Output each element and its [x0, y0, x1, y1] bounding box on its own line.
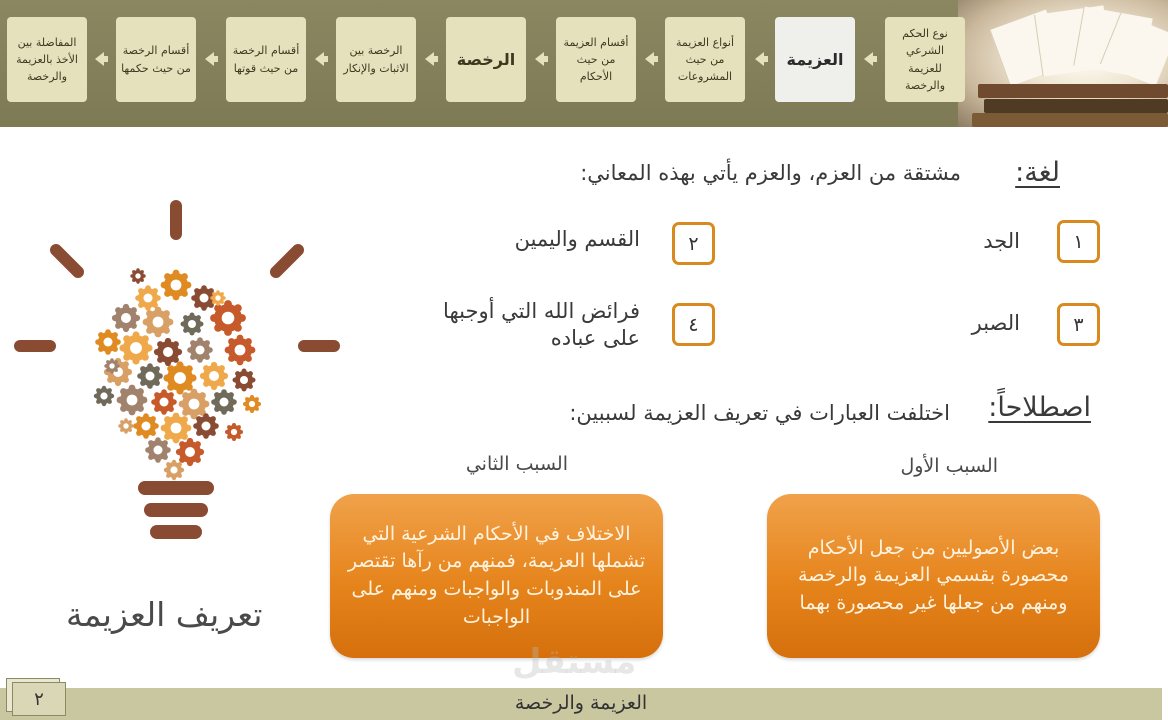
books-image: [958, 0, 1168, 127]
footer-title: العزيمة والرخصة: [514, 692, 648, 714]
meaning-item: فرائض الله التي أوجبها على عباده: [443, 299, 640, 351]
top-navigation-bar: [0, 0, 1168, 127]
arrow-left-icon: [425, 52, 434, 66]
arrow-left-icon: [315, 52, 324, 66]
arrow-left-icon: [535, 52, 544, 66]
nav-item-rukhsa-ruling[interactable]: [116, 17, 196, 102]
nav-item-azima-divisions[interactable]: [556, 17, 636, 102]
meaning-number-badge: ٢: [672, 222, 715, 265]
lang-text: مشتقة من العزم، والعزم يأتي بهذه المعاني:: [580, 161, 961, 185]
nav-item-rukhsa-strength[interactable]: [226, 17, 306, 102]
footer-bar: [0, 688, 1162, 720]
nav-item-label: الرخصة بين الاثبات والإنكار: [343, 44, 409, 75]
nav-item-label: أقسام الرخصة من حيث قوتها: [232, 44, 300, 75]
page-number: ٢: [12, 682, 66, 716]
nav-item-label: الرخصة: [456, 49, 516, 69]
meaning-item: الصبر: [971, 311, 1020, 335]
term-text: اختلفت العبارات في تعريف العزيمة لسببين:: [569, 401, 950, 425]
nav-item-label: المفاضلة بين الأخذ بالعزيمة والرخصة: [16, 35, 78, 84]
lang-heading: لغة:: [1015, 157, 1060, 188]
arrow-left-icon: [95, 52, 104, 66]
nav-item-azima-types[interactable]: [665, 17, 745, 102]
cause-text: بعض الأصوليين من جعل الأحكام محصورة بقسمي العزيمة والرخصة ومنهم من جعلها غير محصورة بهما: [798, 536, 1069, 614]
nav-item-label: العزيمة: [786, 49, 844, 69]
nav-item-azima[interactable]: [775, 17, 855, 102]
nav-item-preference[interactable]: [7, 17, 87, 102]
cause-box: [330, 494, 663, 658]
nav-item-rukhsa[interactable]: [446, 17, 526, 102]
lightbulb-gears-icon: [8, 190, 348, 550]
nav-item-label: نوع الحكم الشرعي للعزيمة والرخصة: [902, 27, 948, 92]
watermark-logo: مستقل: [512, 642, 637, 682]
meaning-number-badge: ٤: [672, 303, 715, 346]
meaning-number-badge: ١: [1057, 220, 1100, 263]
arrow-left-icon: [645, 52, 654, 66]
cause-title: السبب الثاني: [465, 453, 568, 475]
nav-item-label: أقسام الرخصة من حيث حكمها: [121, 44, 191, 75]
arrow-left-icon: [755, 52, 764, 66]
bulb-caption: تعريف العزيمة: [66, 595, 263, 634]
meaning-item: الجد: [983, 229, 1020, 253]
cause-text: الاختلاف في الأحكام الشرعية التي تشملها العزيمة، فمنهم من رآها تقتصر على المندوبات والواجبات ومنهم على الواجبات: [347, 522, 646, 628]
nav-item-label: أقسام العزيمة من حيث الأحكام: [563, 35, 629, 84]
term-heading: اصطلاحاً:: [988, 392, 1091, 423]
nav-item-rukhsa-proof[interactable]: [336, 17, 416, 102]
meaning-item: القسم واليمين: [514, 227, 640, 251]
meaning-number-badge: ٣: [1057, 303, 1100, 346]
nav-item-label: أنواع العزيمة من حيث المشروعات: [675, 35, 735, 84]
nav-item-hukm[interactable]: [885, 17, 965, 102]
cause-title: السبب الأول: [900, 455, 998, 477]
arrow-left-icon: [864, 52, 873, 66]
arrow-left-icon: [205, 52, 214, 66]
cause-box: [767, 494, 1100, 658]
